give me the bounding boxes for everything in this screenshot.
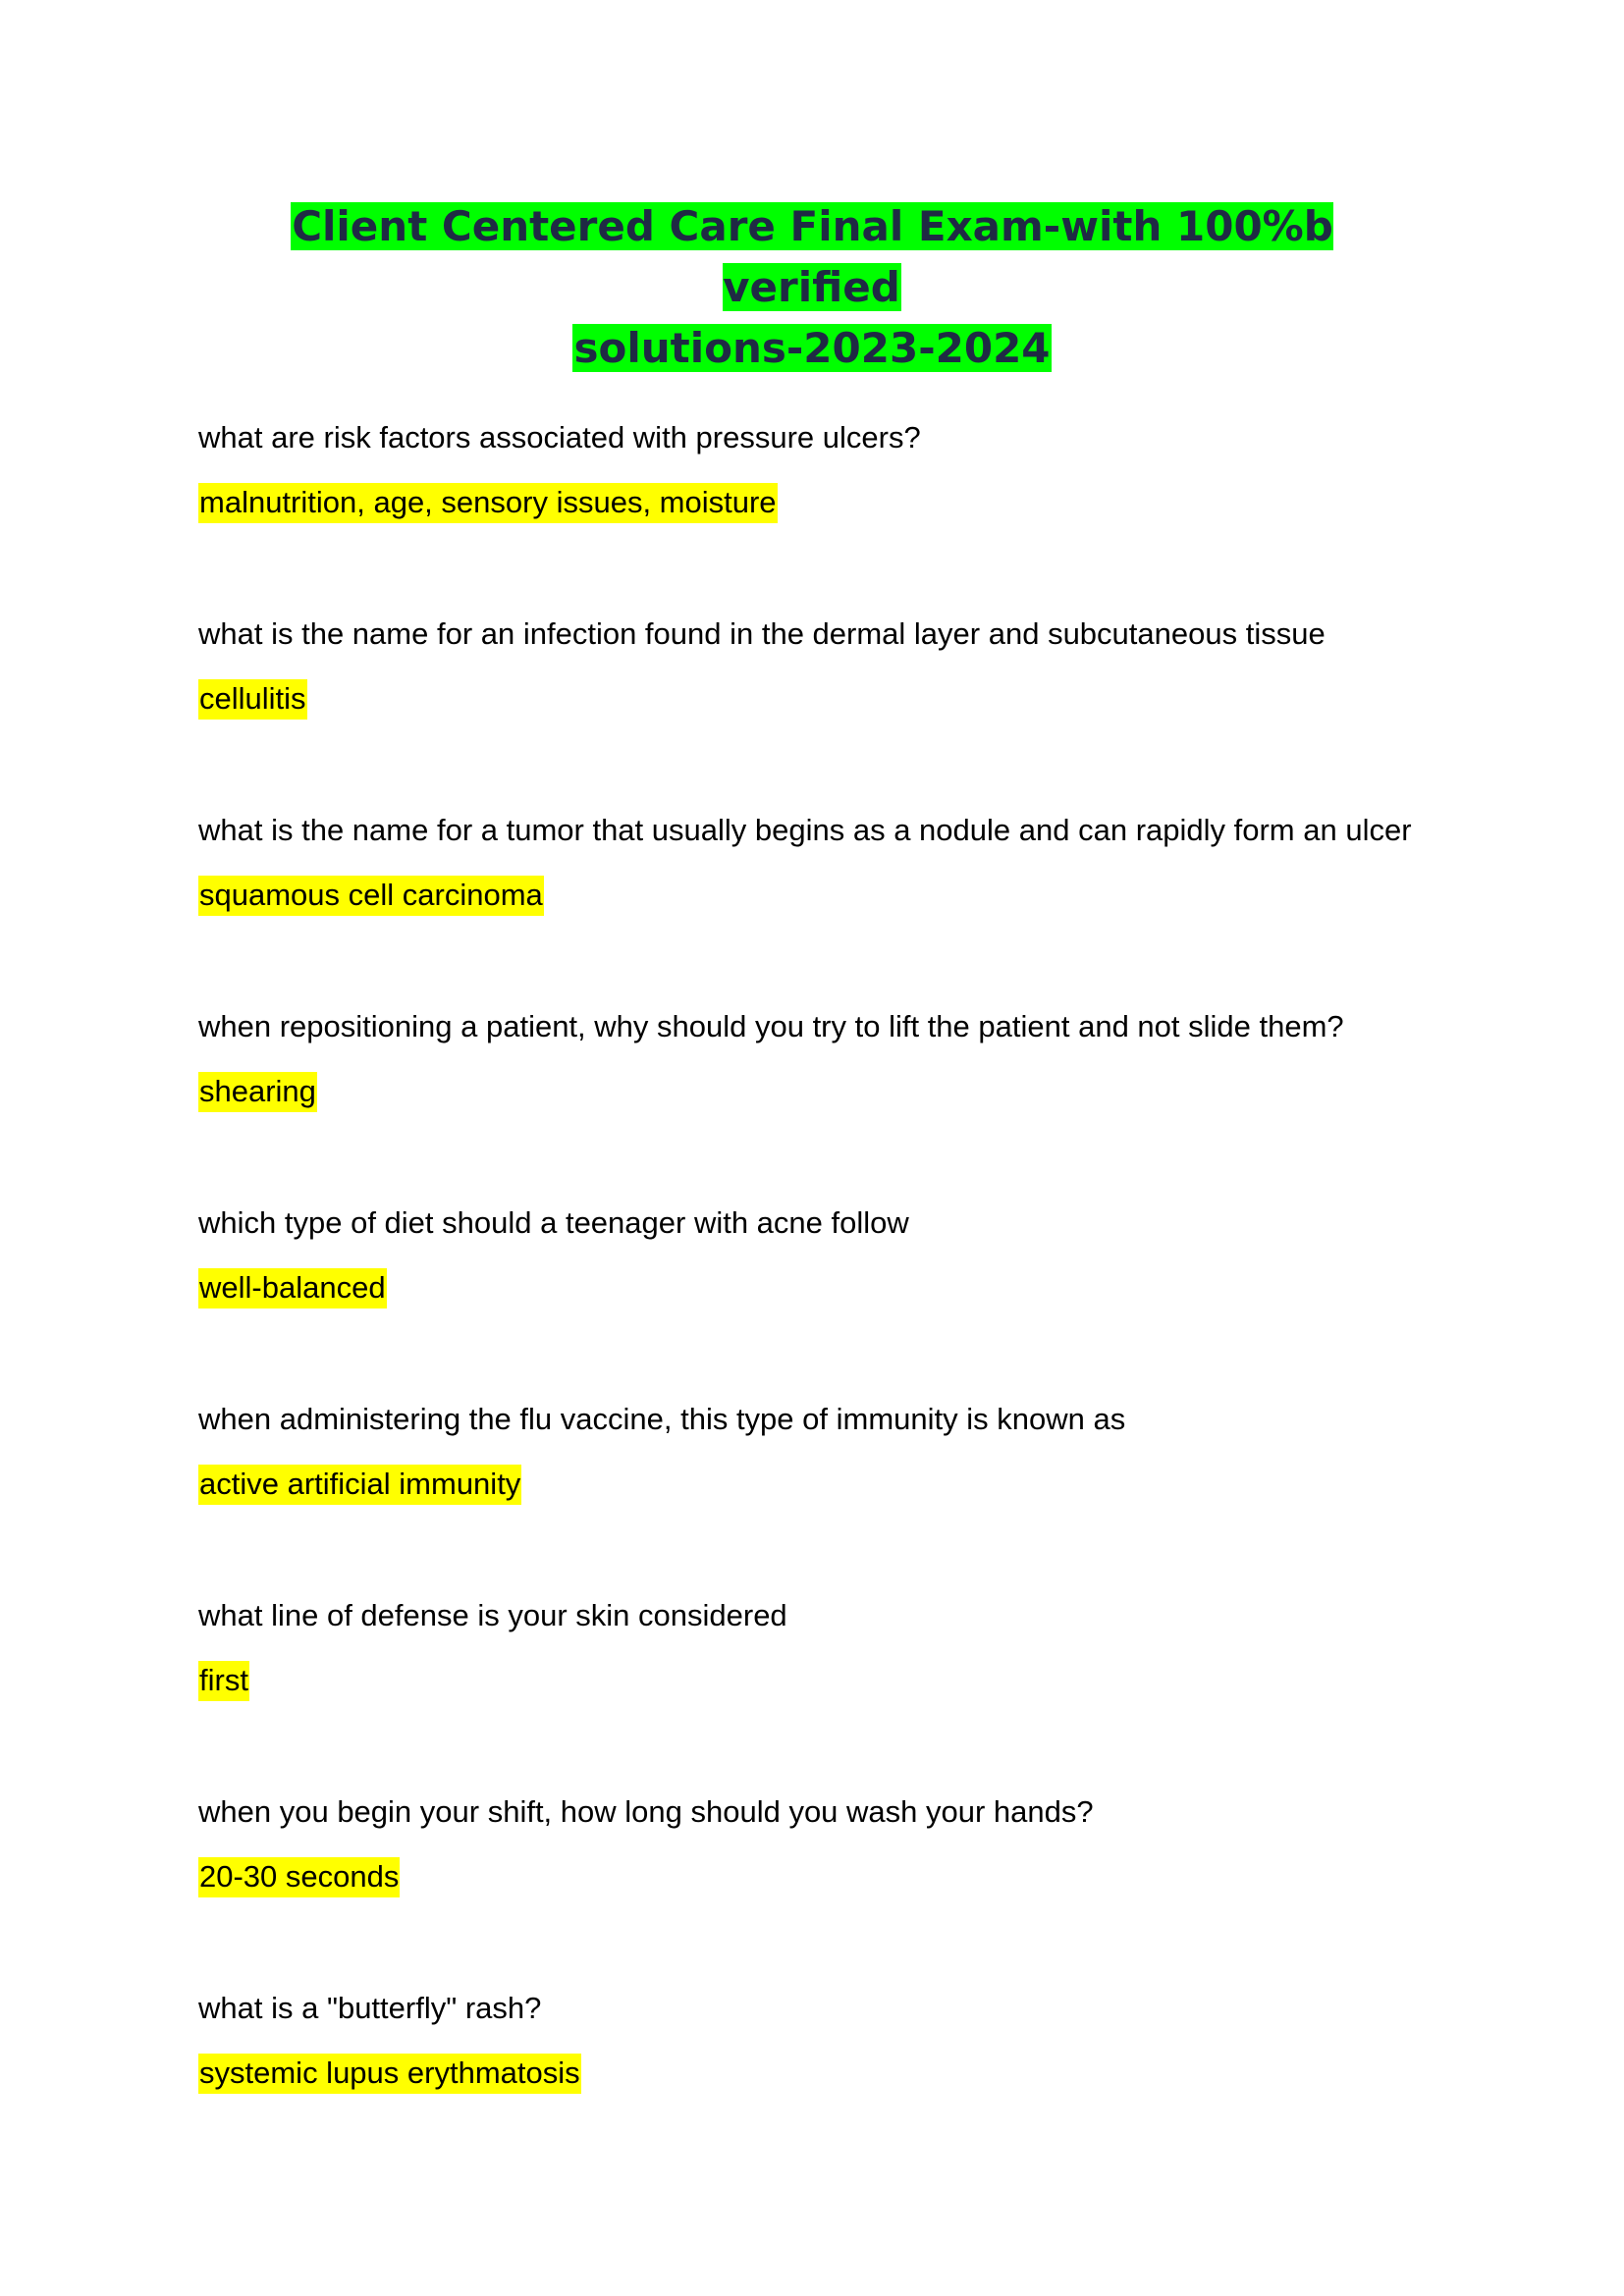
- qa-item-1: [198, 420, 1435, 520]
- answer-text: first: [198, 1661, 249, 1701]
- answer-highlight: [198, 2056, 1435, 2091]
- question-text: what line of defense is your skin considered: [198, 1598, 787, 1632]
- qa-item-4: [198, 1009, 1435, 1109]
- answer-highlight: [198, 485, 1435, 520]
- answer-text: shearing: [198, 1072, 317, 1112]
- title-line-1: [196, 196, 1428, 318]
- question-text: what is the name for an infection found in the dermal layer and subcutaneous tissue: [198, 616, 1326, 651]
- answer-highlight: [198, 1663, 1435, 1698]
- document-title: [196, 196, 1428, 379]
- answer-highlight: [198, 1859, 1435, 1895]
- qa-item-6: [198, 1402, 1435, 1502]
- qa-item-7: [198, 1598, 1435, 1698]
- answer-highlight: [198, 878, 1435, 913]
- answer-text: systemic lupus erythmatosis: [198, 2054, 581, 2094]
- title-line-1-text: Client Centered Care Final Exam-with 100%b verified: [292, 202, 1333, 311]
- question-text: which type of diet should a teenager with acne follow: [198, 1205, 909, 1240]
- answer-highlight: [198, 681, 1435, 717]
- qa-item-3: [198, 813, 1435, 913]
- title-line-2: [196, 318, 1428, 379]
- title-line-2-text: solutions-2023-2024: [573, 324, 1051, 372]
- qa-item-9: [198, 1991, 1435, 2091]
- answer-text: 20-30 seconds: [198, 1857, 400, 1897]
- answer-highlight: [198, 1270, 1435, 1306]
- answer-text: active artificial immunity: [198, 1465, 521, 1505]
- answer-text: well-balanced: [198, 1268, 387, 1308]
- answer-highlight: [198, 1074, 1435, 1109]
- question-text: when repositioning a patient, why should you try to lift the patient and not slide them?: [198, 1009, 1344, 1043]
- answer-highlight: [198, 1467, 1435, 1502]
- question-text: when you begin your shift, how long should you wash your hands?: [198, 1794, 1094, 1829]
- question-text: what are risk factors associated with pressure ulcers?: [198, 420, 921, 454]
- question-text: when administering the flu vaccine, this type of immunity is known as: [198, 1402, 1126, 1436]
- question-text: what is a "butterfly" rash?: [198, 1991, 542, 2025]
- answer-text: cellulitis: [198, 679, 307, 720]
- answer-text: malnutrition, age, sensory issues, moisture: [198, 483, 778, 523]
- qa-item-2: [198, 616, 1435, 717]
- qa-item-5: [198, 1205, 1435, 1306]
- answer-text: squamous cell carcinoma: [198, 876, 544, 916]
- question-text: what is the name for a tumor that usually begins as a nodule and can rapidly form an ulcer: [198, 813, 1412, 847]
- qa-item-8: [198, 1794, 1435, 1895]
